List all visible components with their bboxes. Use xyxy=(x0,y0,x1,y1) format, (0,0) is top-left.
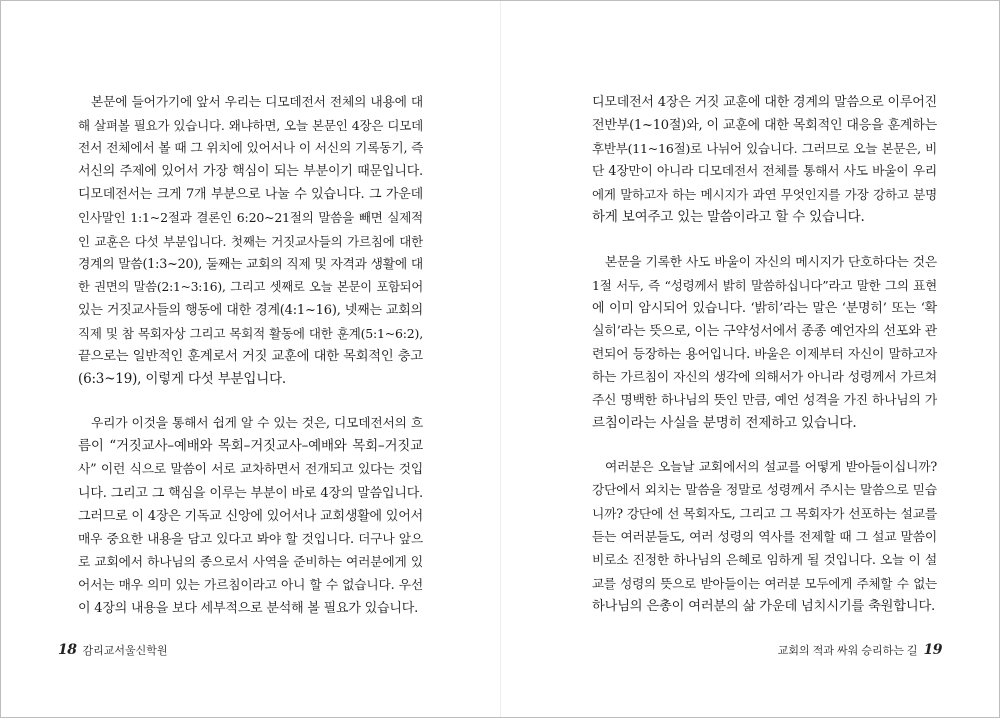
text-line: 전서 전체에서 볼 때 그 위치에 있어서나 이 서신의 기록동기, 즉 xyxy=(78,141,424,157)
text-line: 그러므로 이 4장은 기독교 신앙에 있어서나 교회생활에 있어서 xyxy=(78,508,423,524)
right-page-body xyxy=(592,91,937,639)
text-line: 하나님의 은총이 여러분의 삶 가운데 넘치시기를 축원합니다. xyxy=(592,598,936,614)
text-line: 련되어 등장하는 용어입니다. 바울은 이제부터 자신이 말하고자 xyxy=(592,346,937,362)
text-line: 직제 및 참 목회자상 그리고 목회적 활동에 대한 훈계(5:1~6:2), xyxy=(78,325,423,341)
right-page-footer xyxy=(778,642,942,658)
text-line: 매우 중요한 내용을 담고 있다고 봐야 할 것입니다. 더구나 앞으 xyxy=(78,531,423,547)
text-line: 사” 이런 식으로 말씀이 서로 교차하면서 전개되고 있다는 것입 xyxy=(78,462,423,478)
running-head: 교회의 적과 싸워 승리하는 길 xyxy=(777,645,918,657)
text-line: 어서는 매우 의미 있는 가르침이라고 아니 할 수 없습니다. 우선 xyxy=(78,577,423,593)
page-gutter xyxy=(500,1,501,717)
text-line: 서신의 주제에 있어서 가장 핵심이 되는 부분이기 때문입니다. xyxy=(78,164,423,180)
text-line: 디모데전서 4장은 거짓 교훈에 대한 경계의 말씀으로 이루어진 xyxy=(592,95,937,110)
left-page-body xyxy=(78,91,423,641)
text-line: 듣는 여러분들도, 여러 성령의 역사를 전제할 때 그 설교 말씀이 xyxy=(592,529,937,545)
left-page xyxy=(1,1,501,717)
text-line: 에게 말하고자 하는 메시지가 과연 무엇인지를 가장 강하고 분명 xyxy=(592,187,937,203)
text-line: 하는 가르침이 자신의 생각에 의해서가 아니라 성령께서 가르쳐 xyxy=(592,370,937,386)
text-line: 주신 명백한 하나님의 뜻인 만큼, 예언 성격을 가진 하나님의 가 xyxy=(592,393,937,409)
right-paragraph-3 xyxy=(592,456,937,618)
text-line: 전반부(1~10절)와, 이 교훈에 대한 목회적인 대응을 훈계하는 xyxy=(592,118,937,134)
text-line: 본문에 들어가기에 앞서 우리는 디모데전서 전체의 내용에 대 xyxy=(91,95,423,110)
text-line: 인사말인 1:1~2절과 결론인 6:20~21절의 말씀을 빼면 실제적 xyxy=(78,210,423,226)
text-line: 실히’라는 뜻으로, 이는 구약성서에서 종종 예언자의 선포와 관 xyxy=(592,323,937,339)
text-line: 우리가 이것을 통해서 쉽게 알 수 있는 것은, 디모데전서의 흐 xyxy=(91,416,423,432)
text-line: 로 교회에서 하나님의 종으로서 사역을 준비하는 여러분에게 있 xyxy=(78,554,423,570)
text-line: 인 교훈은 다섯 부분입니다. 첫째는 거짓교사들의 가르침에 대한 xyxy=(78,233,423,249)
text-line: 끝으로는 일반적인 훈계로서 거짓 교훈에 대한 목회적인 충고 xyxy=(78,349,423,365)
right-paragraph-2 xyxy=(592,251,937,436)
page-number: 19 xyxy=(923,642,942,658)
text-line: 본문을 기록한 사도 바울이 자신의 메시지가 단호하다는 것은 xyxy=(605,254,937,270)
right-paragraph-1 xyxy=(592,91,937,230)
text-line: 후반부(11~16절)로 나뉘어 있습니다. 그러므로 오늘 본문은, 비 xyxy=(592,141,937,157)
text-line: 단 4장만이 아니라 디모데전서 전체를 통해서 사도 바울이 우리 xyxy=(592,164,937,180)
text-line: (6:3~19), 이렇게 다섯 부분입니다. xyxy=(78,371,287,388)
text-line: 비로소 진정한 하나님의 은혜로 임하게 될 것입니다. 오늘 이 설 xyxy=(592,552,937,568)
text-line: 여러분은 오늘날 교회에서의 설교를 어떻게 받아들이십니까? xyxy=(605,460,937,476)
text-line: 니까? 강단에 선 목회자도, 그리고 그 목회자가 선포하는 설교를 xyxy=(592,506,937,522)
left-paragraph-2 xyxy=(78,412,423,620)
text-line: 1절 서두, 즉 “성령께서 밝히 말씀하십니다”라고 말한 그의 표현 xyxy=(592,277,937,293)
running-head: 감리교서울신학원 xyxy=(82,645,168,657)
text-line: 강단에서 외치는 말씀을 정말로 성령께서 주시는 말씀으로 믿습 xyxy=(592,483,937,499)
text-line: 경계의 말씀(1:3~20), 둘째는 교회의 직제 및 자격과 생활에 대 xyxy=(78,256,423,272)
left-page-footer xyxy=(58,642,168,658)
text-line: 해 살펴볼 필요가 있습니다. 왜냐하면, 오늘 본문인 4장은 디모데 xyxy=(78,118,423,134)
text-line: 에 이미 암시되어 있습니다. ‘밝히’라는 말은 ‘분명히’ 또는 ‘확 xyxy=(592,300,937,316)
text-line: 름이 “거짓교사–예배와 목회–거짓교사–예배와 목회–거짓교 xyxy=(78,438,423,455)
text-line: 있는 거짓교사들의 행동에 대한 경계(4:1~16), 넷째는 교회의 xyxy=(78,302,423,318)
left-paragraph-1 xyxy=(78,91,423,391)
text-line: 이 4장의 내용을 보다 세부적으로 분석해 볼 필요가 있습니다. xyxy=(78,600,419,616)
page-number: 18 xyxy=(58,642,77,658)
text-line: 하게 보여주고 있는 말씀이라고 할 수 있습니다. xyxy=(592,209,865,226)
text-line: 교를 성령의 뜻으로 받아들이는 여러분 모두에게 주체할 수 없는 xyxy=(592,575,937,591)
text-line: 니다. 그리고 그 핵심을 이루는 부분이 바로 4장의 말씀입니다. xyxy=(78,485,423,501)
text-line: 르침이라는 사실을 분명히 전제하고 있습니다. xyxy=(592,415,857,432)
text-line: 한 권면의 말씀(2:1~3:16), 그리고 셋째로 오늘 본문이 포함되어 xyxy=(78,279,423,294)
text-line: 디모데전서는 크게 7개 부분으로 나눌 수 있습니다. 그 가운데 xyxy=(78,187,423,203)
